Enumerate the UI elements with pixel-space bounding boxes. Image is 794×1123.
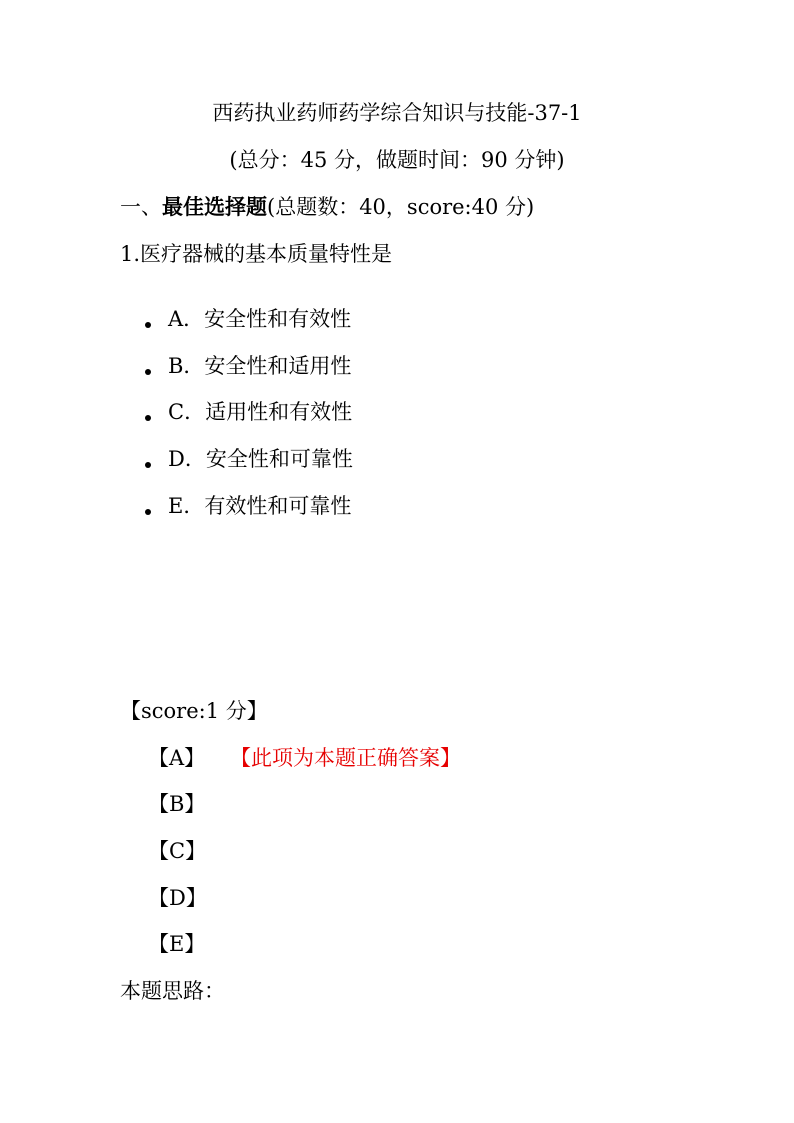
answer-item-a: 【A】 <box>148 746 206 770</box>
section-prefix: 一、 <box>120 195 162 219</box>
bullet-icon <box>145 322 151 328</box>
answer-item-b: 【B】 <box>148 792 206 816</box>
option-c: C．适用性和有效性 <box>168 400 353 424</box>
bullet-icon <box>145 415 151 421</box>
answer-score: 【score:1 分】 <box>120 699 268 723</box>
option-d: D．安全性和可靠性 <box>168 447 353 471</box>
answer-item-c: 【C】 <box>148 839 207 863</box>
answer-item-e: 【E】 <box>148 932 206 956</box>
correct-answer-note: 【此项为本题正确答案】 <box>230 746 461 770</box>
section-heading <box>120 192 534 222</box>
document-subtitle: (总分：45 分，做题时间：90 分钟) <box>229 148 565 172</box>
bullet-icon <box>145 369 151 375</box>
bullet-icon <box>145 509 151 515</box>
section-info: (总题数：40，score:40 分) <box>267 195 535 219</box>
option-b: B．安全性和适用性 <box>168 354 352 378</box>
document-title: 西药执业药师药学综合知识与技能-37-1 <box>212 101 582 125</box>
answer-item-d: 【D】 <box>148 886 207 910</box>
analysis-label: 本题思路： <box>120 979 225 1003</box>
section-name: 最佳选择题 <box>162 195 267 219</box>
question-stem: 1.医疗器械的基本质量特性是 <box>120 242 393 266</box>
option-a: A．安全性和有效性 <box>168 307 352 331</box>
option-e: E．有效性和可靠性 <box>168 494 352 518</box>
bullet-icon <box>145 462 151 468</box>
